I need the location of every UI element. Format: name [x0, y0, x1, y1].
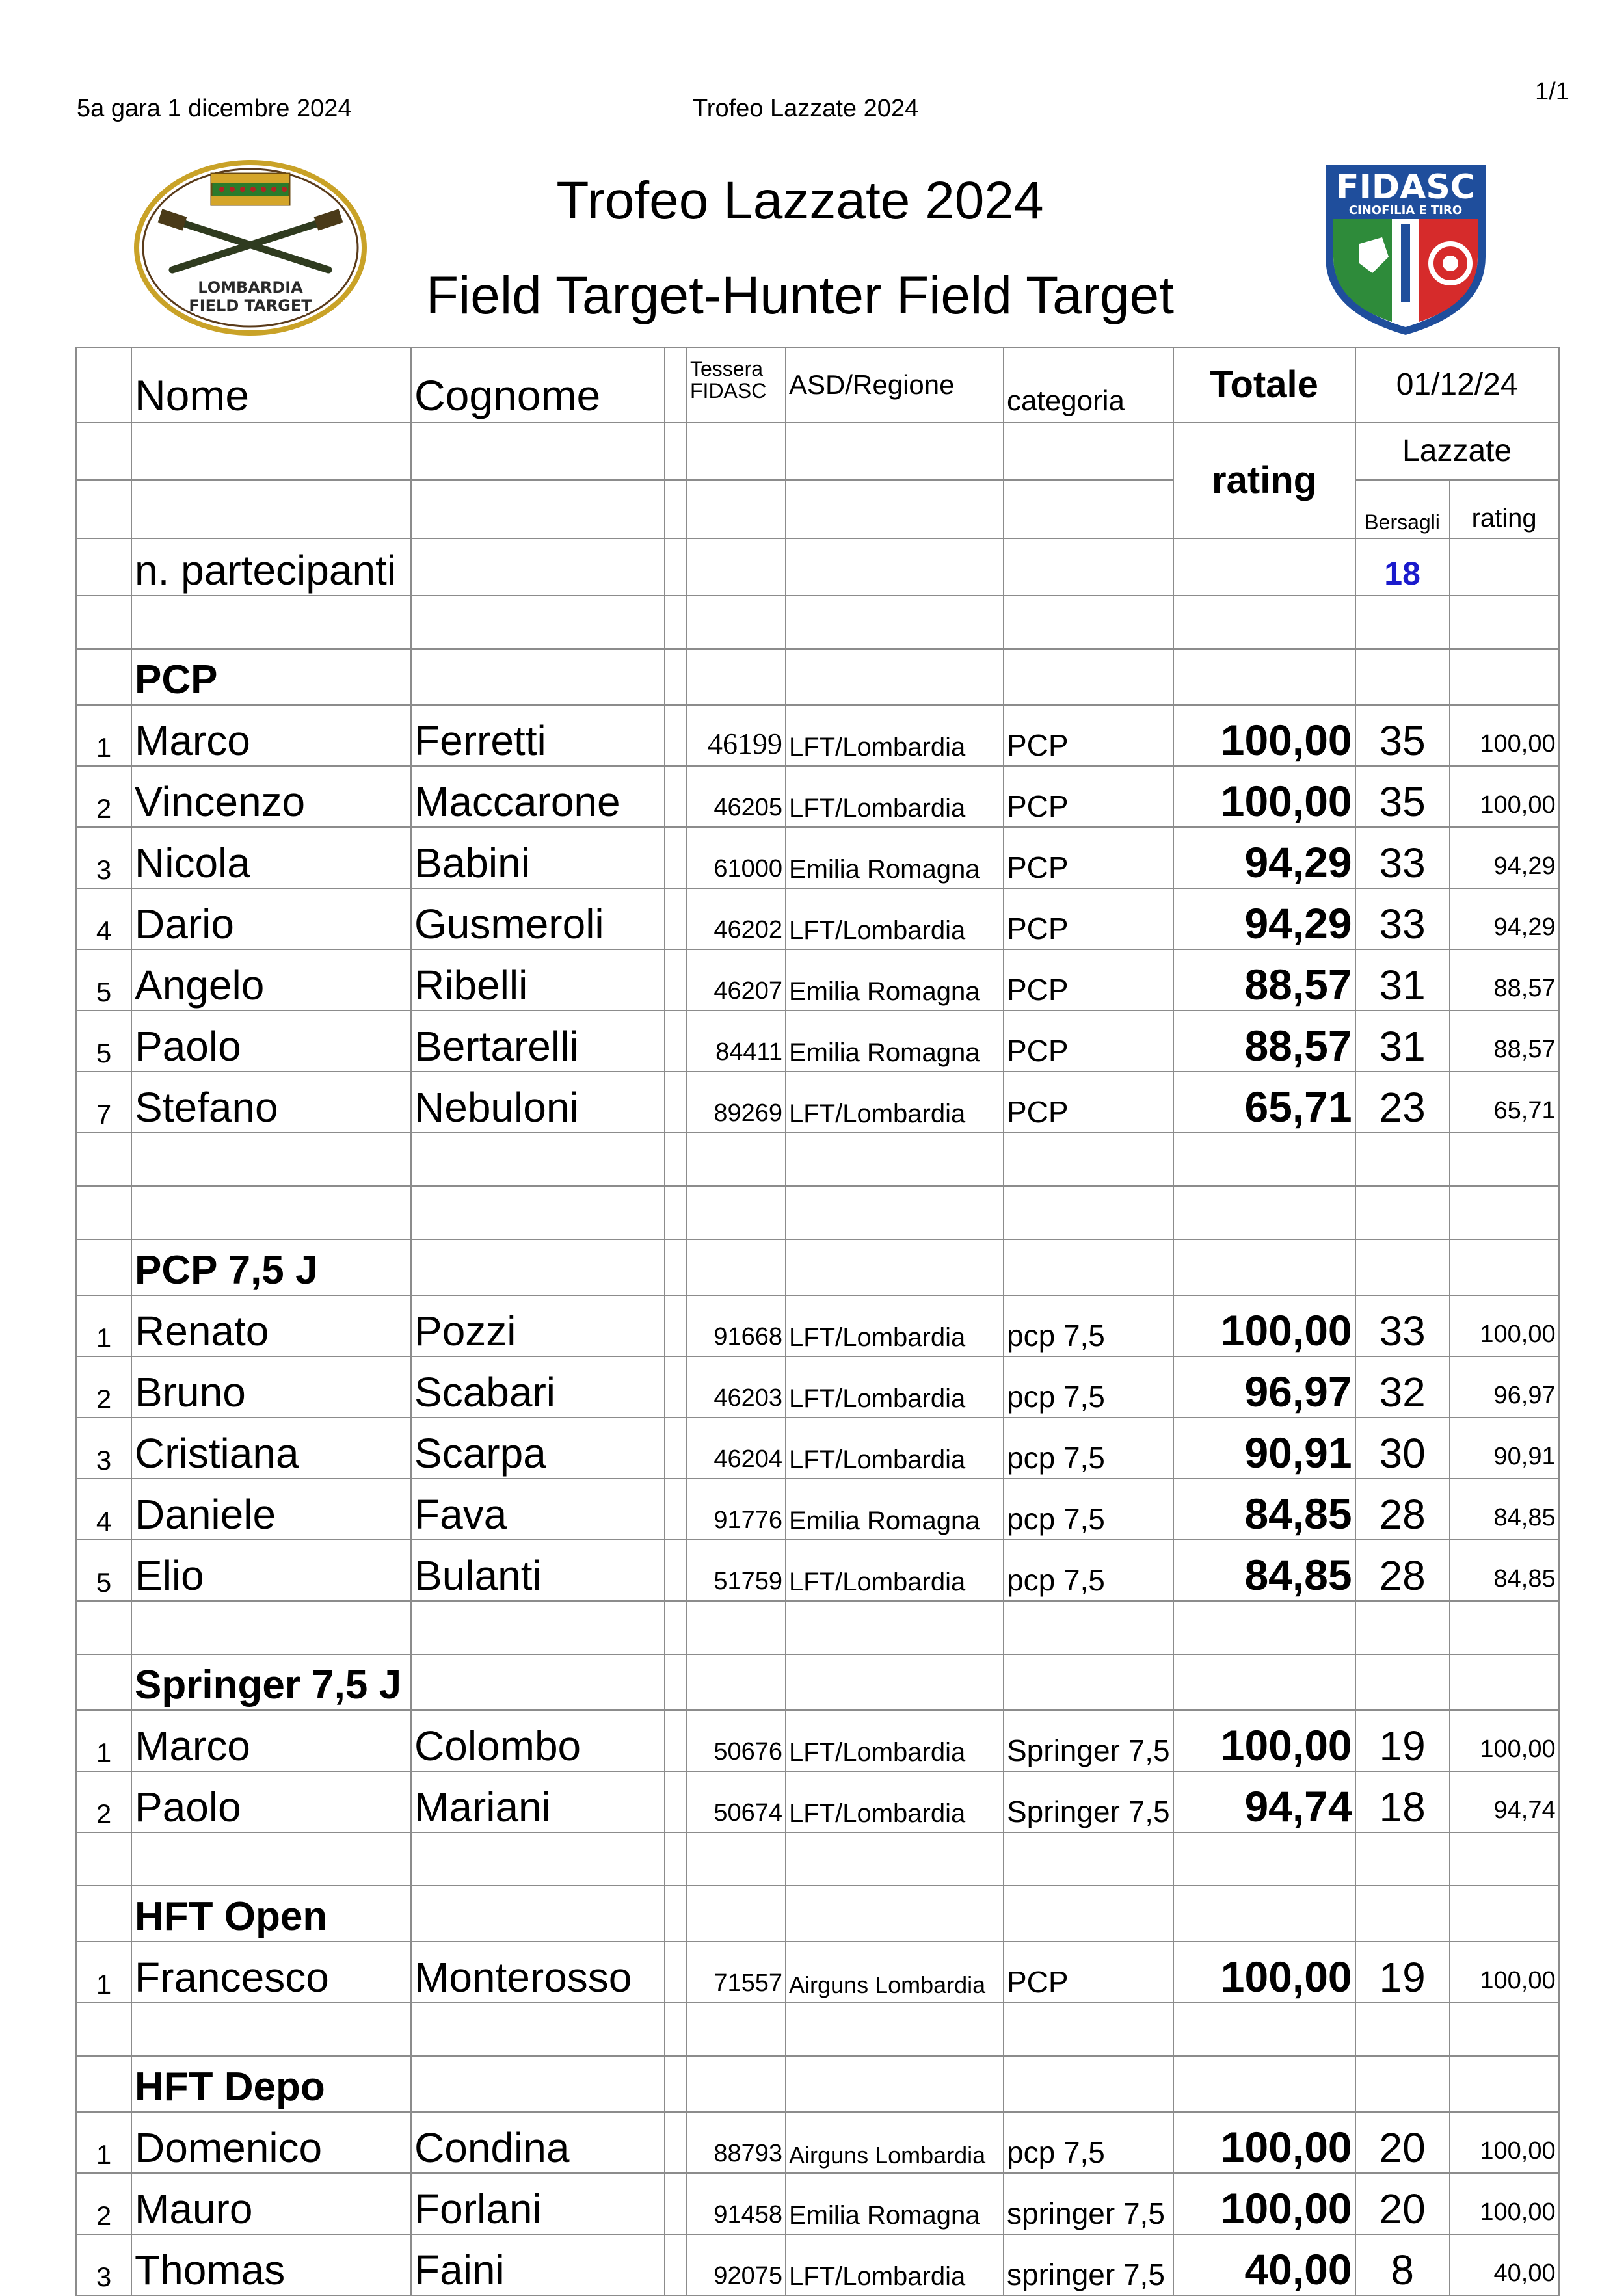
tessera-cell: 89269 [687, 1072, 786, 1133]
asd-cell: LFT/Lombardia [786, 766, 1004, 827]
col-header-categoria: categoria [1004, 347, 1173, 423]
totale-cell: 96,97 [1173, 1356, 1355, 1418]
spacer-row [76, 1832, 1559, 1886]
totale-cell: 90,91 [1173, 1418, 1355, 1479]
rating-cell: 100,00 [1450, 1942, 1559, 2003]
nome-cell: Cristiana [131, 1418, 411, 1479]
rating-cell: 100,00 [1450, 2112, 1559, 2173]
asd-cell: LFT/Lombardia [786, 1710, 1004, 1771]
tessera-cell: 50674 [687, 1771, 786, 1832]
page-number: 1/1 [1535, 78, 1569, 105]
bersagli-cell: 19 [1355, 1710, 1450, 1771]
bersagli-cell: 28 [1355, 1479, 1450, 1540]
nome-cell: Angelo [131, 949, 411, 1010]
totale-cell: 84,85 [1173, 1540, 1355, 1601]
table-row [76, 1295, 1559, 1356]
rating-cell: 100,00 [1450, 2173, 1559, 2234]
totale-cell: 88,57 [1173, 1010, 1355, 1072]
tessera-cell: 91668 [687, 1295, 786, 1356]
fidasc-logo [1320, 159, 1491, 338]
totale-cell: 88,57 [1173, 949, 1355, 1010]
asd-cell: Emilia Romagna [786, 1010, 1004, 1072]
cognome-cell: Faini [411, 2234, 665, 2295]
tessera-cell: 46207 [687, 949, 786, 1010]
cognome-cell: Nebuloni [411, 1072, 665, 1133]
asd-cell: LFT/Lombardia [786, 1072, 1004, 1133]
totale-cell: 100,00 [1173, 2112, 1355, 2173]
bersagli-cell: 33 [1355, 888, 1450, 949]
asd-cell: LFT/Lombardia [786, 2234, 1004, 2295]
rating-cell: 100,00 [1450, 766, 1559, 827]
bersagli-cell: 33 [1355, 827, 1450, 888]
bersagli-cell: 35 [1355, 705, 1450, 766]
rank-cell: 5 [76, 1010, 131, 1072]
cognome-cell: Scarpa [411, 1418, 665, 1479]
tessera-cell: 51759 [687, 1540, 786, 1601]
section-title: HFT Open [131, 1886, 411, 1942]
table-row [76, 1418, 1559, 1479]
categoria-cell: pcp 7,5 [1004, 1295, 1173, 1356]
col-header-tessera: Tessera FIDASC [687, 347, 786, 423]
bersagli-cell: 18 [1355, 1771, 1450, 1832]
cognome-cell: Fava [411, 1479, 665, 1540]
tessera-cell: 84411 [687, 1010, 786, 1072]
col-header-nome: Nome [131, 347, 411, 423]
rank-cell: 3 [76, 2234, 131, 2295]
col-header-asd: ASD/Regione [786, 347, 1004, 423]
asd-cell: Emilia Romagna [786, 827, 1004, 888]
rank-cell: 5 [76, 949, 131, 1010]
header-row [76, 347, 1559, 423]
rating-cell: 100,00 [1450, 1710, 1559, 1771]
bersagli-cell: 32 [1355, 1356, 1450, 1418]
spacer-row [76, 596, 1559, 649]
rank-cell: 4 [76, 1479, 131, 1540]
totale-cell: 65,71 [1173, 1072, 1355, 1133]
rank-cell: 1 [76, 1942, 131, 2003]
svg-text:FIELD TARGET: FIELD TARGET [189, 297, 312, 315]
categoria-cell: pcp 7,5 [1004, 1418, 1173, 1479]
table-row [76, 1356, 1559, 1418]
participants-label: n. partecipanti [131, 538, 411, 596]
asd-cell: LFT/Lombardia [786, 1771, 1004, 1832]
nome-cell: Vincenzo [131, 766, 411, 827]
asd-cell: LFT/Lombardia [786, 1295, 1004, 1356]
tessera-cell: 91776 [687, 1479, 786, 1540]
rank-cell: 1 [76, 1710, 131, 1771]
tessera-cell: 92075 [687, 2234, 786, 2295]
cognome-cell: Colombo [411, 1710, 665, 1771]
totale-cell: 100,00 [1173, 1942, 1355, 2003]
table-row [76, 705, 1559, 766]
categoria-cell: pcp 7,5 [1004, 1479, 1173, 1540]
cognome-cell: Ferretti [411, 705, 665, 766]
totale-cell: 94,29 [1173, 827, 1355, 888]
nome-cell: Nicola [131, 827, 411, 888]
tessera-cell: 46199 [687, 705, 786, 766]
participants-count: 18 [1355, 538, 1450, 596]
categoria-cell: pcp 7,5 [1004, 2112, 1173, 2173]
rank-cell: 7 [76, 1072, 131, 1133]
rank-cell: 2 [76, 1771, 131, 1832]
categoria-cell: PCP [1004, 1072, 1173, 1133]
rank-cell: 3 [76, 827, 131, 888]
rating-cell: 94,29 [1450, 888, 1559, 949]
bersagli-cell: 30 [1355, 1418, 1450, 1479]
rating-cell: 94,74 [1450, 1771, 1559, 1832]
asd-cell: Airguns Lombardia [786, 1942, 1004, 2003]
totale-cell: 100,00 [1173, 1710, 1355, 1771]
tessera-cell: 71557 [687, 1942, 786, 2003]
nome-cell: Domenico [131, 2112, 411, 2173]
asd-cell: LFT/Lombardia [786, 1540, 1004, 1601]
categoria-cell: pcp 7,5 [1004, 1356, 1173, 1418]
table-row [76, 2234, 1559, 2295]
nome-cell: Mauro [131, 2173, 411, 2234]
col-header-cognome: Cognome [411, 347, 665, 423]
spacer-row [76, 1186, 1559, 1239]
categoria-cell: PCP [1004, 949, 1173, 1010]
cognome-cell: Bulanti [411, 1540, 665, 1601]
section-title: HFT Depo [131, 2056, 411, 2112]
asd-cell: Airguns Lombardia [786, 2112, 1004, 2173]
rank-cell: 2 [76, 766, 131, 827]
totale-cell: 100,00 [1173, 2173, 1355, 2234]
svg-text:LOMBARDIA: LOMBARDIA [198, 278, 303, 297]
bersagli-cell: 20 [1355, 2173, 1450, 2234]
rating-cell: 65,71 [1450, 1072, 1559, 1133]
rating-cell: 84,85 [1450, 1479, 1559, 1540]
rating-cell: 100,00 [1450, 705, 1559, 766]
header-event-date: 5a gara 1 dicembre 2024 [77, 95, 352, 122]
rating-cell: 88,57 [1450, 949, 1559, 1010]
rank-cell: 1 [76, 1295, 131, 1356]
nome-cell: Bruno [131, 1356, 411, 1418]
spacer-row [76, 2003, 1559, 2056]
document-subtitle: Field Target-Hunter Field Target [425, 266, 1175, 325]
section-header-row [76, 649, 1559, 705]
rank-cell: 1 [76, 2112, 131, 2173]
asd-cell: LFT/Lombardia [786, 705, 1004, 766]
categoria-cell: PCP [1004, 888, 1173, 949]
nome-cell: Thomas [131, 2234, 411, 2295]
cognome-cell: Forlani [411, 2173, 665, 2234]
totale-cell: 100,00 [1173, 1295, 1355, 1356]
bersagli-cell: 8 [1355, 2234, 1450, 2295]
nome-cell: Marco [131, 1710, 411, 1771]
tessera-cell: 46203 [687, 1356, 786, 1418]
nome-cell: Paolo [131, 1771, 411, 1832]
section-title: PCP 7,5 J [131, 1239, 411, 1295]
lombardia-field-target-logo [133, 159, 367, 336]
svg-text:CINOFILIA E TIRO: CINOFILIA E TIRO [1348, 204, 1463, 217]
bersagli-cell: 31 [1355, 949, 1450, 1010]
categoria-cell: PCP [1004, 1942, 1173, 2003]
col-header-rating: rating [1173, 423, 1355, 538]
nome-cell: Dario [131, 888, 411, 949]
table-row [76, 1479, 1559, 1540]
tessera-cell: 46205 [687, 766, 786, 827]
totale-cell: 40,00 [1173, 2234, 1355, 2295]
table-row [76, 766, 1559, 827]
categoria-cell: PCP [1004, 827, 1173, 888]
rating-cell: 94,29 [1450, 827, 1559, 888]
spacer-row [76, 1133, 1559, 1186]
bersagli-cell: 19 [1355, 1942, 1450, 2003]
bersagli-cell: 33 [1355, 1295, 1450, 1356]
tessera-cell: 46204 [687, 1418, 786, 1479]
table-row [76, 949, 1559, 1010]
rating-cell: 100,00 [1450, 1295, 1559, 1356]
section-title: Springer 7,5 J [131, 1654, 411, 1710]
rank-cell: 2 [76, 2173, 131, 2234]
rank-cell: 4 [76, 888, 131, 949]
rank-cell: 3 [76, 1418, 131, 1479]
table-row [76, 2173, 1559, 2234]
results-table [75, 347, 1560, 2296]
table-row [76, 2112, 1559, 2173]
categoria-cell: PCP [1004, 1010, 1173, 1072]
asd-cell: Emilia Romagna [786, 2173, 1004, 2234]
cognome-cell: Scabari [411, 1356, 665, 1418]
asd-cell: LFT/Lombardia [786, 1356, 1004, 1418]
asd-cell: LFT/Lombardia [786, 888, 1004, 949]
tessera-cell: 61000 [687, 827, 786, 888]
col-header-bersagli: Bersagli [1355, 480, 1450, 538]
table-row [76, 1771, 1559, 1832]
header-event-title: Trofeo Lazzate 2024 [693, 95, 919, 122]
categoria-cell: springer 7,5 [1004, 2173, 1173, 2234]
tessera-cell: 50676 [687, 1710, 786, 1771]
rating-cell: 84,85 [1450, 1540, 1559, 1601]
rank-cell: 1 [76, 705, 131, 766]
table-row [76, 888, 1559, 949]
cognome-cell: Ribelli [411, 949, 665, 1010]
rating-cell: 40,00 [1450, 2234, 1559, 2295]
col-header-rating-small: rating [1450, 480, 1559, 538]
cognome-cell: Bertarelli [411, 1010, 665, 1072]
cognome-cell: Gusmeroli [411, 888, 665, 949]
table-row [76, 1942, 1559, 2003]
rank-cell: 5 [76, 1540, 131, 1601]
cognome-cell: Babini [411, 827, 665, 888]
categoria-cell: springer 7,5 [1004, 2234, 1173, 2295]
col-header-totale: Totale [1173, 347, 1355, 423]
col-header-location: Lazzate [1355, 423, 1559, 480]
tessera-cell: 46202 [687, 888, 786, 949]
asd-cell: Emilia Romagna [786, 949, 1004, 1010]
nome-cell: Renato [131, 1295, 411, 1356]
table-row [76, 1072, 1559, 1133]
tessera-cell: 91458 [687, 2173, 786, 2234]
rating-cell: 90,91 [1450, 1418, 1559, 1479]
cognome-cell: Pozzi [411, 1295, 665, 1356]
table-row [76, 1010, 1559, 1072]
nome-cell: Francesco [131, 1942, 411, 2003]
totale-cell: 94,74 [1173, 1771, 1355, 1832]
section-header-row [76, 1886, 1559, 1942]
totale-cell: 94,29 [1173, 888, 1355, 949]
bersagli-cell: 20 [1355, 2112, 1450, 2173]
header-row-2 [76, 423, 1559, 480]
totale-cell: 84,85 [1173, 1479, 1355, 1540]
section-header-row [76, 1654, 1559, 1710]
asd-cell: LFT/Lombardia [786, 1418, 1004, 1479]
nome-cell: Daniele [131, 1479, 411, 1540]
categoria-cell: Springer 7,5 [1004, 1710, 1173, 1771]
nome-cell: Elio [131, 1540, 411, 1601]
table-row [76, 827, 1559, 888]
bersagli-cell: 31 [1355, 1010, 1450, 1072]
asd-cell: Emilia Romagna [786, 1479, 1004, 1540]
svg-text:FIDASC: FIDASC [1336, 168, 1475, 207]
cognome-cell: Mariani [411, 1771, 665, 1832]
cognome-cell: Maccarone [411, 766, 665, 827]
cognome-cell: Monterosso [411, 1942, 665, 2003]
section-header-row [76, 1239, 1559, 1295]
totale-cell: 100,00 [1173, 766, 1355, 827]
spacer-row [76, 1601, 1559, 1654]
document-title: Trofeo Lazzate 2024 [556, 171, 1044, 230]
bersagli-cell: 28 [1355, 1540, 1450, 1601]
bersagli-cell: 35 [1355, 766, 1450, 827]
rating-cell: 96,97 [1450, 1356, 1559, 1418]
section-title: PCP [131, 649, 411, 705]
nome-cell: Paolo [131, 1010, 411, 1072]
cognome-cell: Condina [411, 2112, 665, 2173]
nome-cell: Stefano [131, 1072, 411, 1133]
table-row [76, 1540, 1559, 1601]
tessera-cell: 88793 [687, 2112, 786, 2173]
categoria-cell: PCP [1004, 705, 1173, 766]
rank-cell: 2 [76, 1356, 131, 1418]
section-header-row [76, 2056, 1559, 2112]
categoria-cell: pcp 7,5 [1004, 1540, 1173, 1601]
col-header-date: 01/12/24 [1355, 347, 1559, 423]
categoria-cell: PCP [1004, 766, 1173, 827]
categoria-cell: Springer 7,5 [1004, 1771, 1173, 1832]
table-row [76, 1710, 1559, 1771]
totale-cell: 100,00 [1173, 705, 1355, 766]
rating-cell: 88,57 [1450, 1010, 1559, 1072]
nome-cell: Marco [131, 705, 411, 766]
bersagli-cell: 23 [1355, 1072, 1450, 1133]
participants-row [76, 538, 1559, 596]
